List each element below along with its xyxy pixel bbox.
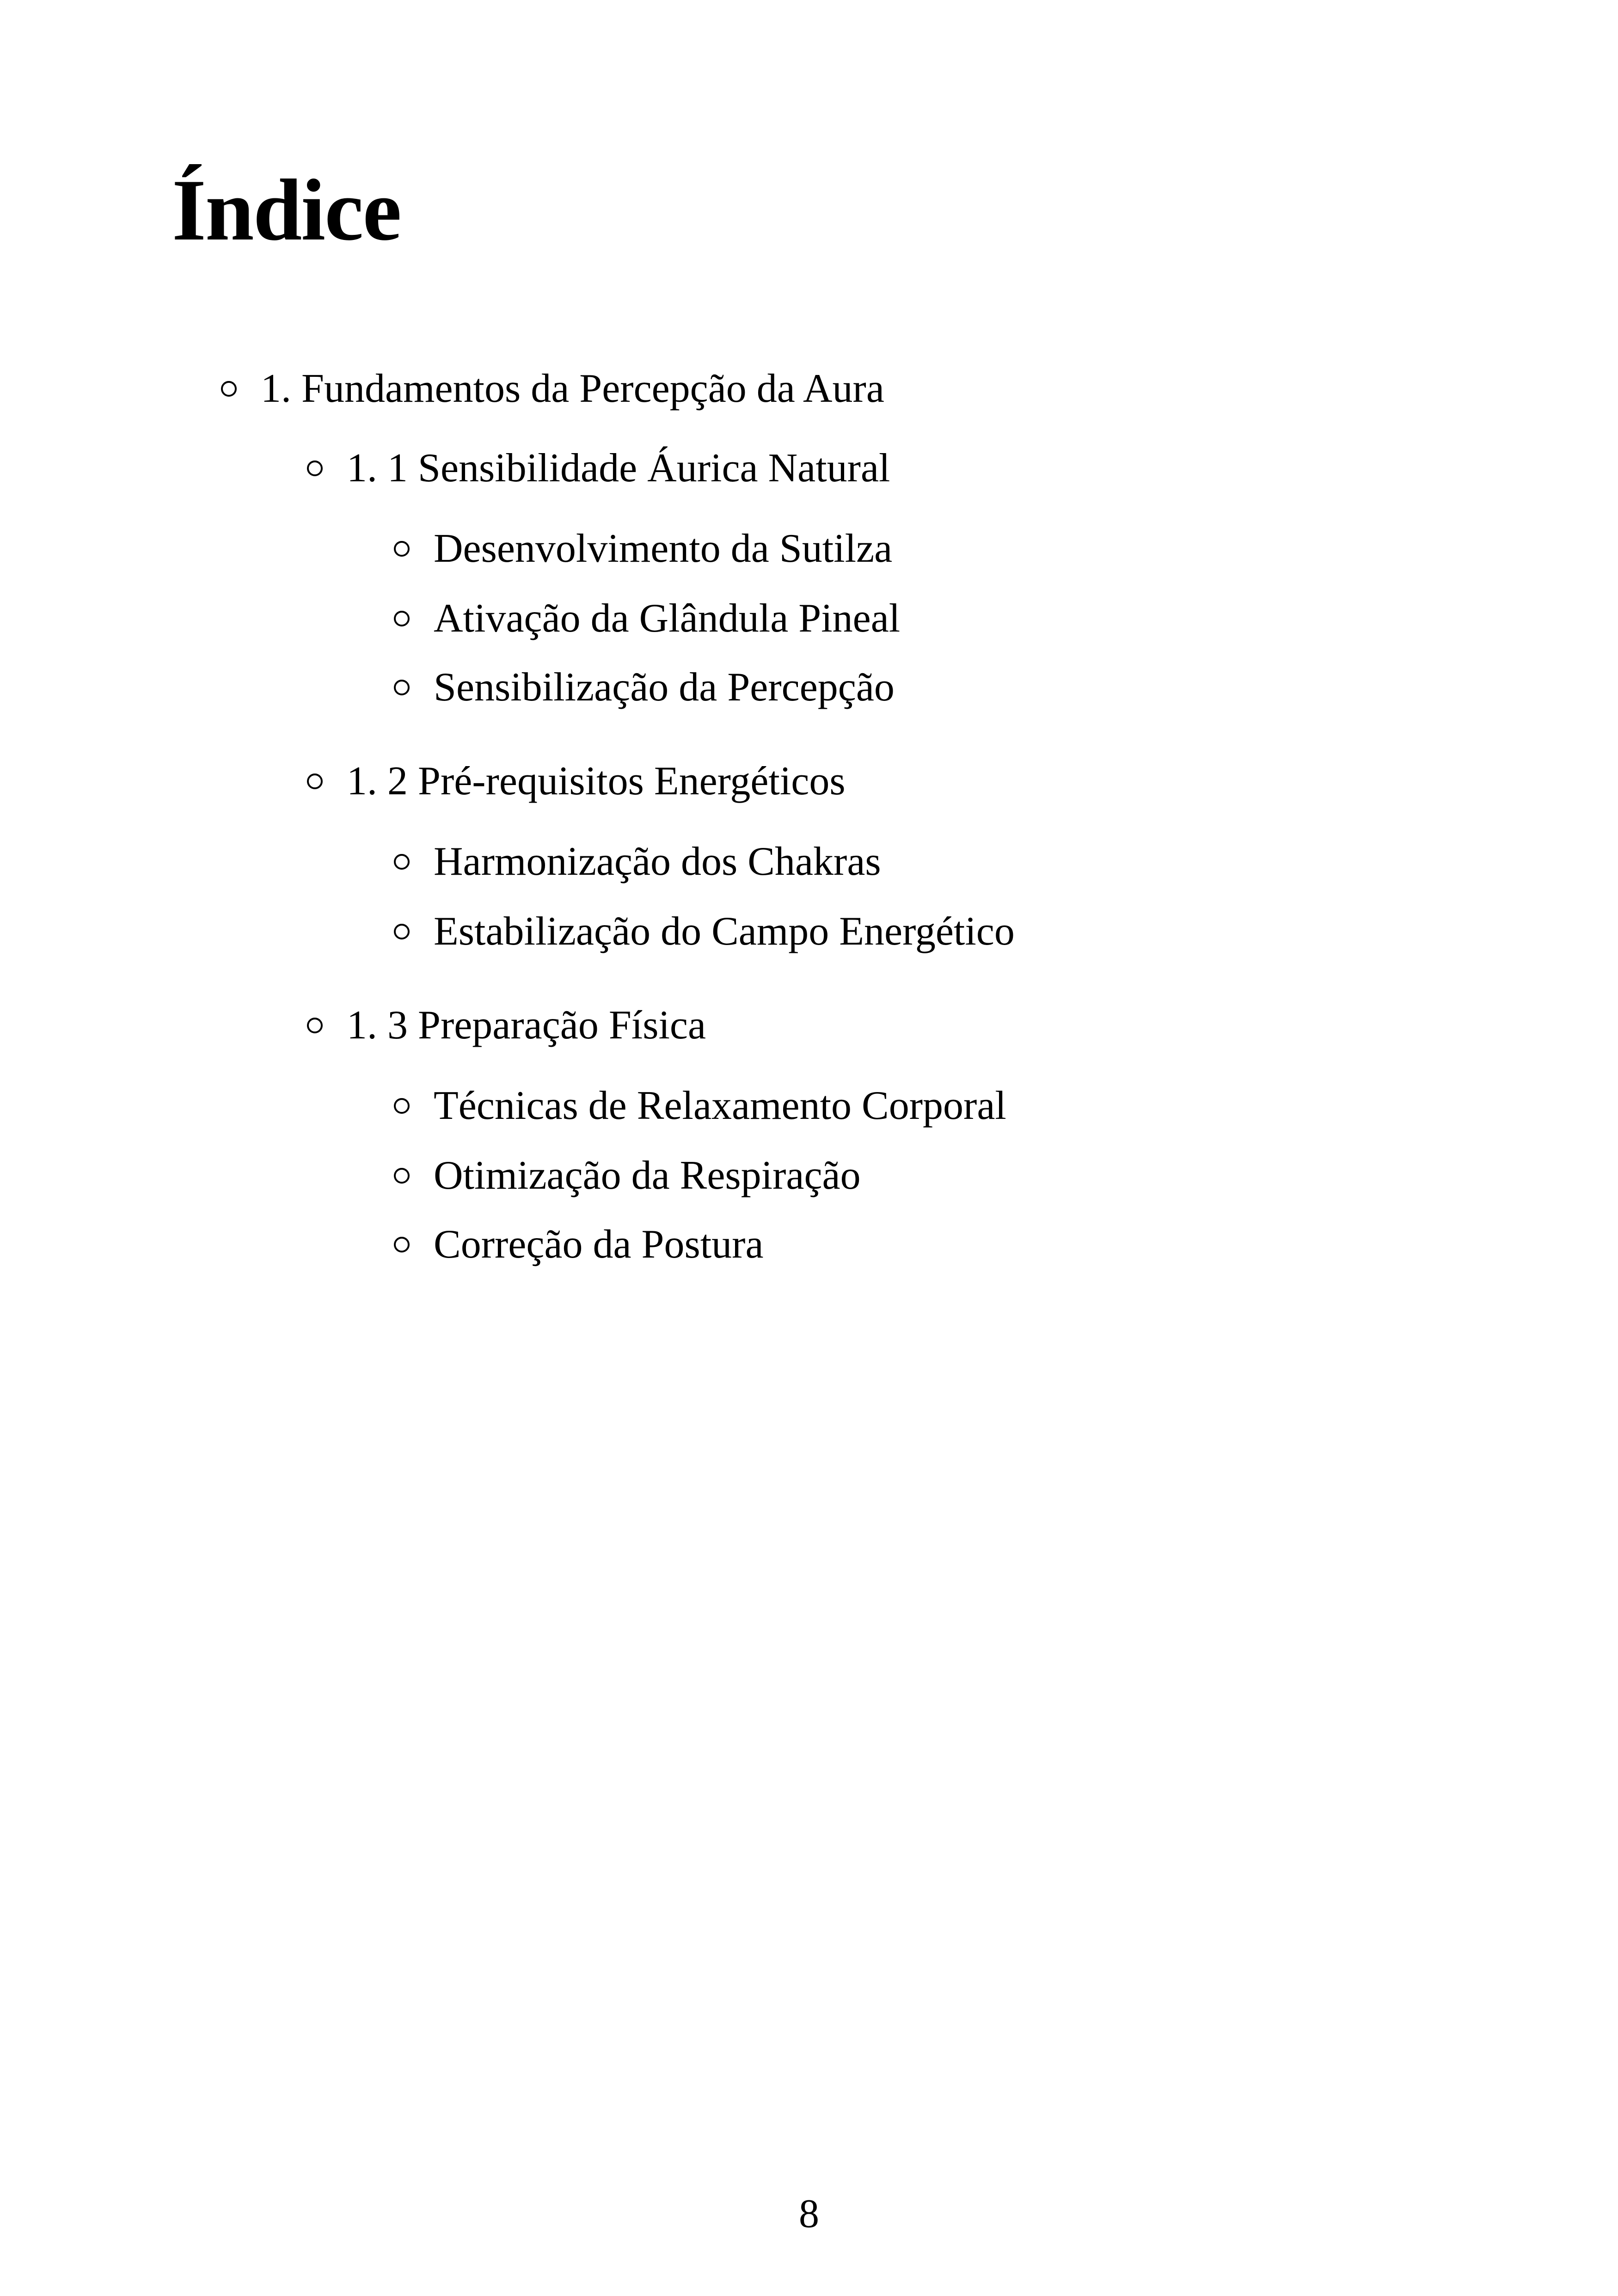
toc-entry-label: Estabilização do Campo Energético [434,909,1015,954]
circle-bullet-icon [394,924,410,939]
toc-subsection-1-1-b[interactable] [394,598,900,639]
toc-subsection-1-2-a[interactable] [394,841,881,882]
toc-section-1-3[interactable] [307,1005,706,1046]
toc-entry-label: Correção da Postura [434,1222,764,1267]
toc-entry-label: Ativação da Glândula Pineal [434,596,901,641]
toc-subsection-1-1-a[interactable] [394,528,892,569]
toc-entry-label: 1. Fundamentos da Percepção da Aura [261,366,884,411]
toc-entry-label: Harmonização dos Chakras [434,839,881,884]
circle-bullet-icon [394,854,410,870]
circle-bullet-icon [394,541,410,557]
toc-subsection-1-3-a[interactable] [394,1083,1006,1128]
toc-subsection-1-2-b[interactable] [394,911,1015,952]
circle-bullet-icon [307,774,323,789]
toc-entry-label: 1. 2 Pré-requisitos Energéticos [347,759,846,804]
toc-entry-label: 1. 3 Preparação Física [347,1003,706,1048]
toc-subsection-1-3-b[interactable] [394,1155,861,1196]
toc-entry-label: Técnicas de Relaxamento Corporal [434,1083,1006,1128]
toc-subsection-1-3-c[interactable] [394,1224,764,1265]
circle-bullet-icon [221,381,237,397]
toc-entry-label: 1. 1 Sensibilidade Áurica Natural [347,446,890,491]
page-title: Índice [172,162,401,259]
toc-section-1-2[interactable] [307,761,846,802]
toc-entry-label: Desenvolvimento da Sutilza [434,526,893,571]
circle-bullet-icon [394,1237,410,1252]
circle-bullet-icon [394,1098,410,1114]
toc-subsection-1-1-c[interactable] [394,667,895,708]
toc-chapter-1[interactable] [221,368,884,409]
page-number: 8 [799,2192,819,2236]
circle-bullet-icon [394,1168,410,1184]
circle-bullet-icon [394,680,410,695]
circle-bullet-icon [394,611,410,626]
toc-entry-label: Otimização da Respiração [434,1153,861,1198]
toc-entry-label: Sensibilização da Percepção [434,665,895,710]
circle-bullet-icon [307,1018,323,1033]
toc-section-1-1[interactable] [307,448,890,489]
circle-bullet-icon [307,460,323,476]
